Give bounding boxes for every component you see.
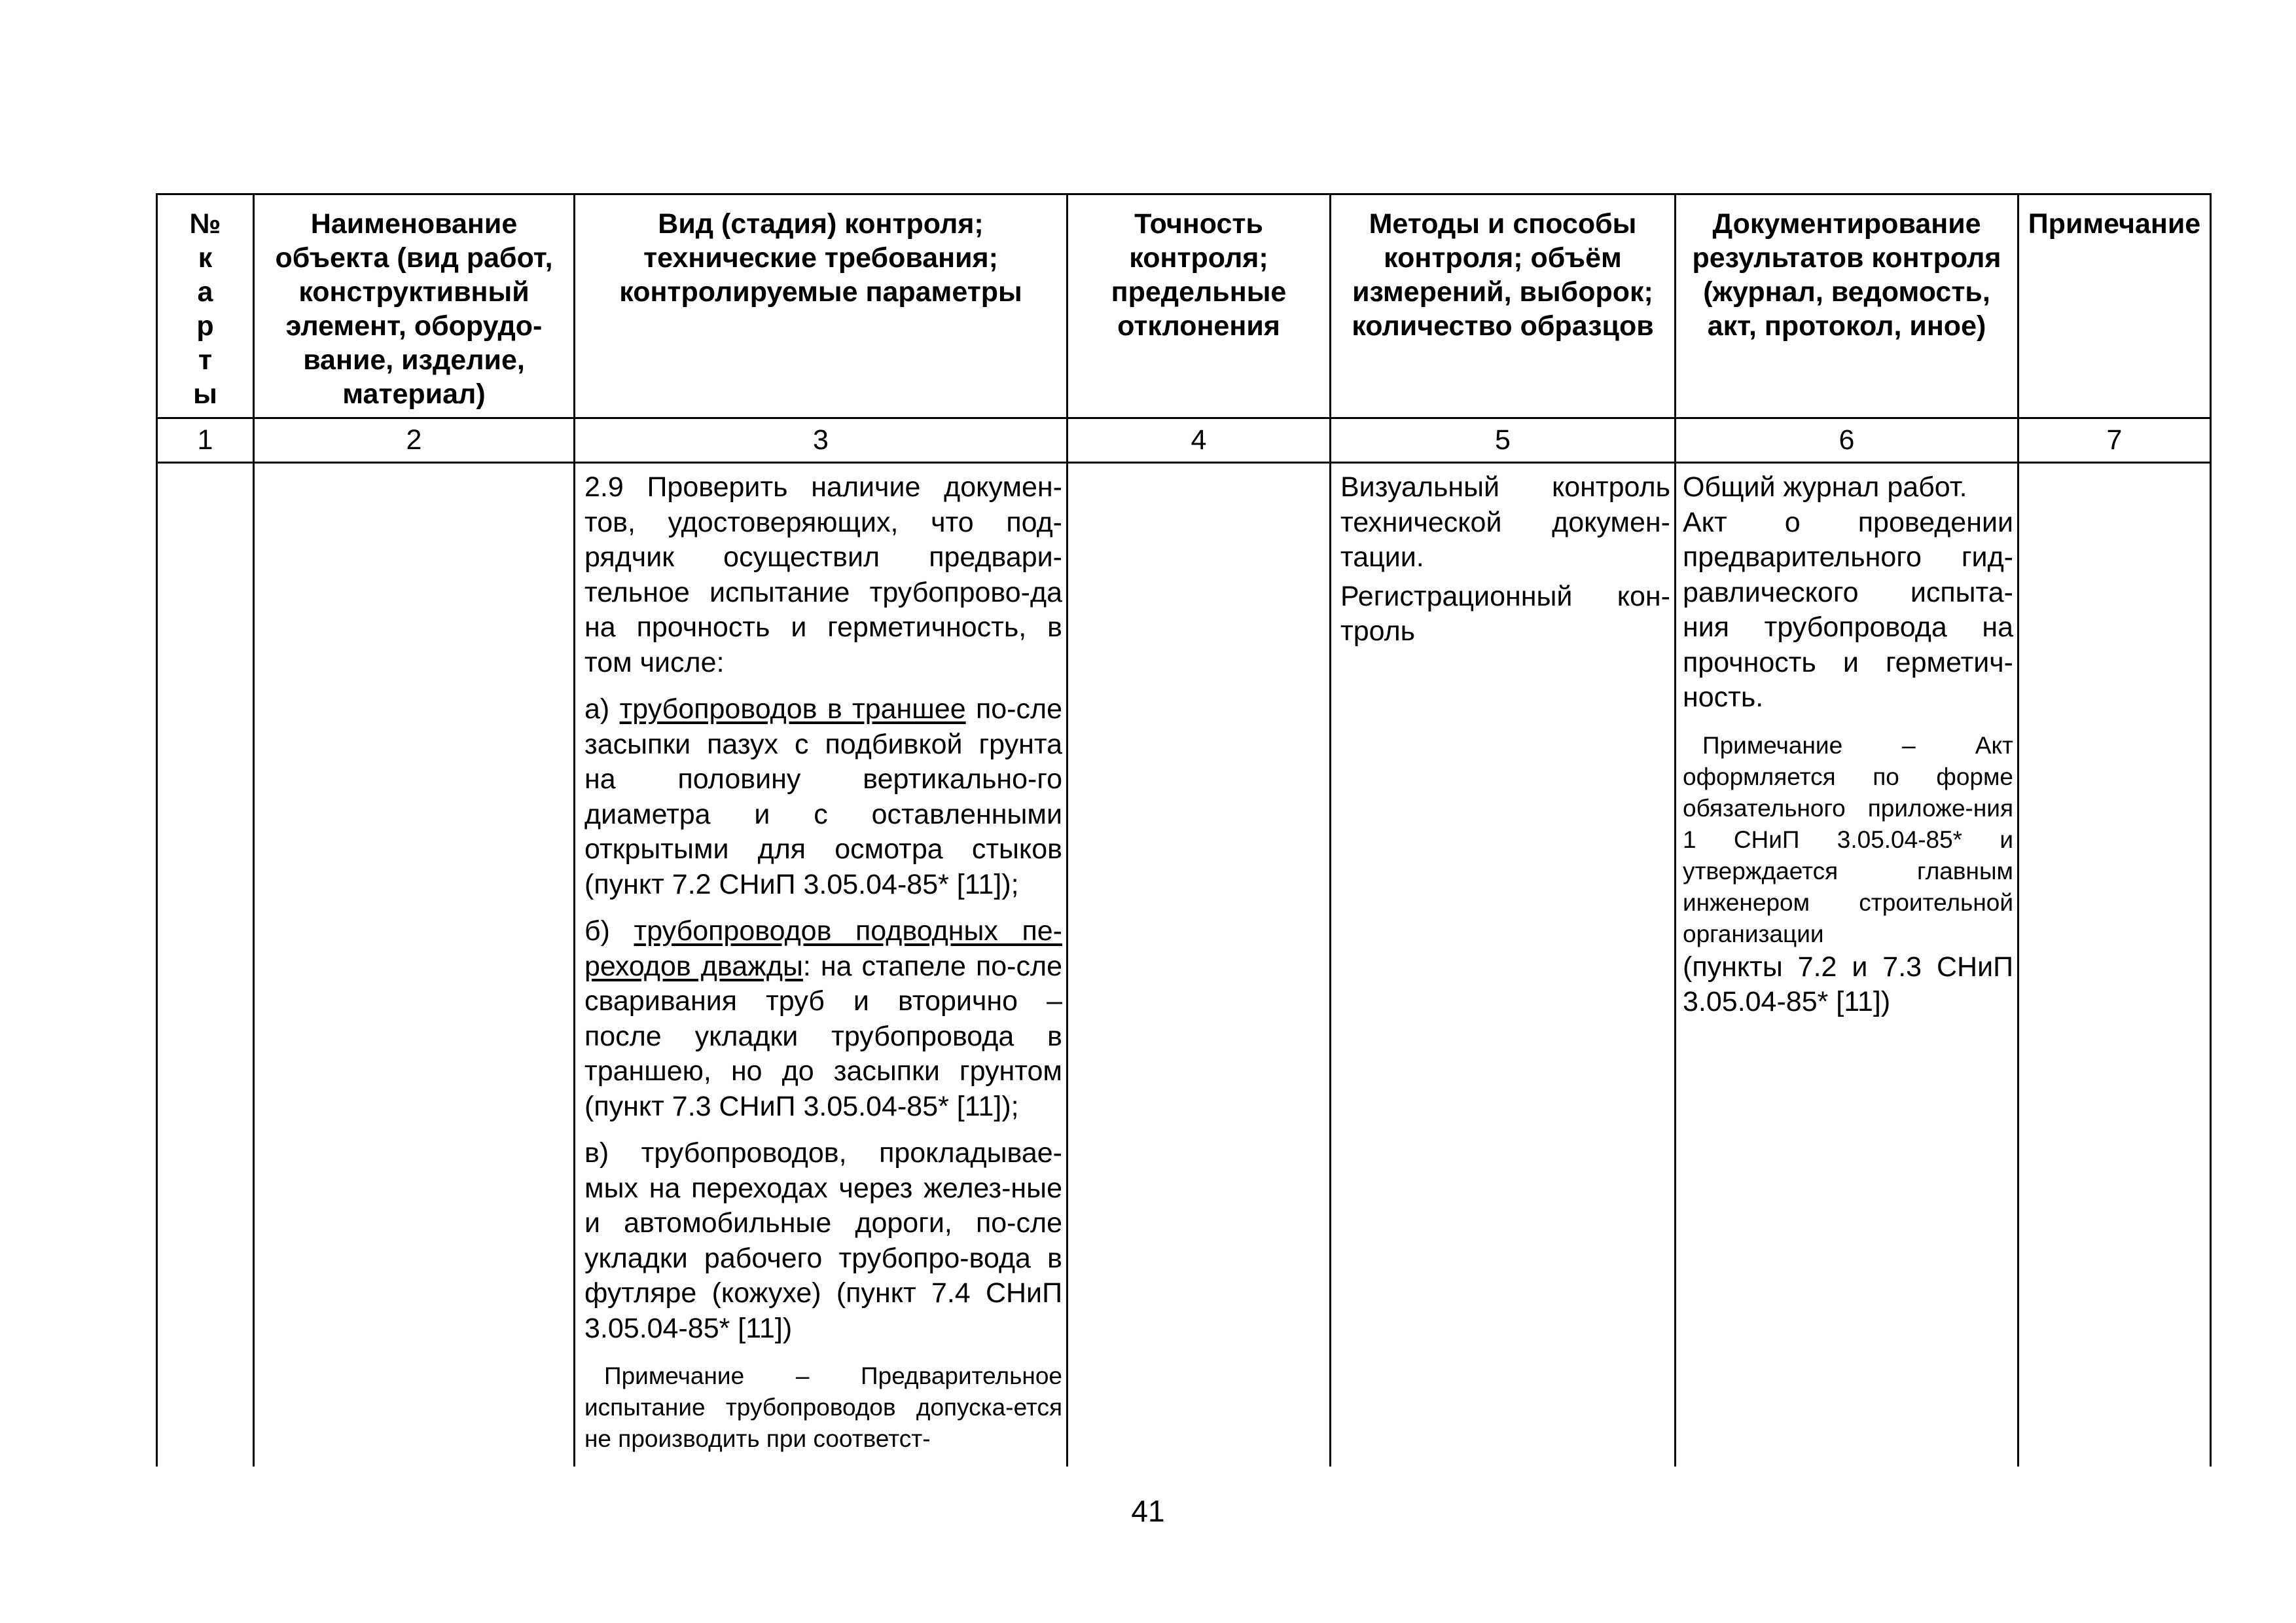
requirement-note: Примечание – Предварительное испытание трубопроводов допуска-ется не производить при соответст-: [584, 1362, 1062, 1452]
column-number-row: [157, 418, 2211, 463]
cell-methods: [1331, 463, 1676, 1467]
header-card-letter: ы: [193, 378, 217, 410]
requirement-item-c: в) трубопроводов, прокладывае-мых на переходах через желез-ные и автомобильные дороги, по-сле укладки рабочего трубопро-вода в футляре (кожухе) (пункт 7.4 СНиП 3.05.04-85* [11]): [584, 1137, 1062, 1344]
page-number: 41: [1131, 1494, 1165, 1528]
cell-object-name: [254, 463, 575, 1467]
column-number: 4: [1067, 418, 1331, 463]
header-card-letter: т: [198, 344, 213, 376]
doc-act: Акт о проведении предварительного гид-равлического испыта-ния трубопровода на прочность и герметич-ность.: [1683, 506, 2013, 713]
cell-accuracy: [1067, 463, 1331, 1467]
method-registration-control: Регистрационный кон-троль: [1340, 580, 1670, 647]
requirement-item-a: а) трубопроводов в траншее по-сле засыпки пазух с подбивкой грунта на половину вертикально-го диаметра и с оставленными открытыми для осмотра стыков (пункт 7.2 СНиП 3.05.04-85* [11]);: [584, 693, 1062, 900]
header-row: [157, 194, 2211, 418]
method-visual-control: Визуальный контроль технической докумен-тации.: [1340, 471, 1670, 573]
column-number: 7: [2018, 418, 2211, 463]
header-card-letter: а: [197, 276, 213, 308]
header-documentation: Документирование результатов контроля (журнал, ведомость, акт, протокол, иное): [1676, 194, 2018, 418]
header-object-name: Наименование объекта (вид работ, конструктивный элемент, оборудо-вание, изделие, материал): [254, 194, 575, 418]
column-number: 1: [157, 418, 254, 463]
header-control-type: Вид (стадия) контроля; технические требования; контролируемые параметры: [575, 194, 1067, 418]
cell-documentation: [1676, 463, 2018, 1467]
header-note: Примечание: [2018, 194, 2211, 418]
header-accuracy: Точность контроля; предельные отклонения: [1067, 194, 1331, 418]
header-card-number: [157, 194, 254, 418]
doc-note: Примечание – Акт оформляется по форме обязательного приложе-ния 1 СНиП 3.05.04-85* и утверждается главным инженером строительной организации: [1683, 731, 2013, 947]
doc-journal: Общий журнал работ.: [1683, 471, 1967, 503]
column-number: 6: [1676, 418, 2018, 463]
cell-control-requirements: [575, 463, 1067, 1467]
control-table: [156, 193, 2212, 1467]
column-number: 2: [254, 418, 575, 463]
doc-reference: (пункты 7.2 и 7.3 СНиП 3.05.04-85* [11]): [1683, 951, 2013, 1017]
header-methods: Методы и способы контроля; объём измерений, выборок; количество образцов: [1331, 194, 1676, 418]
cell-card-number: [157, 463, 254, 1467]
requirement-item-b: б) трубопроводов подводных пе-реходов дважды: на стапеле по-сле сваривания труб и вторично – после укладки трубопровода в траншею, но до засыпки грунтом (пункт 7.3 СНиП 3.05.04-85* [11]);: [584, 915, 1063, 1122]
header-card-letter: к: [198, 242, 213, 274]
column-number: 5: [1331, 418, 1676, 463]
requirement-intro: 2.9 Проверить наличие докумен-тов, удостоверяющих, что под-рядчик осуществил предвари-тельное испытание трубопрово-да на прочность и герметичность, в том числе:: [584, 471, 1062, 678]
table-row: [157, 463, 2211, 1467]
column-number: 3: [575, 418, 1067, 463]
cell-note: [2018, 463, 2211, 1467]
header-card-letter: №: [189, 208, 221, 240]
header-card-letter: р: [196, 310, 214, 342]
